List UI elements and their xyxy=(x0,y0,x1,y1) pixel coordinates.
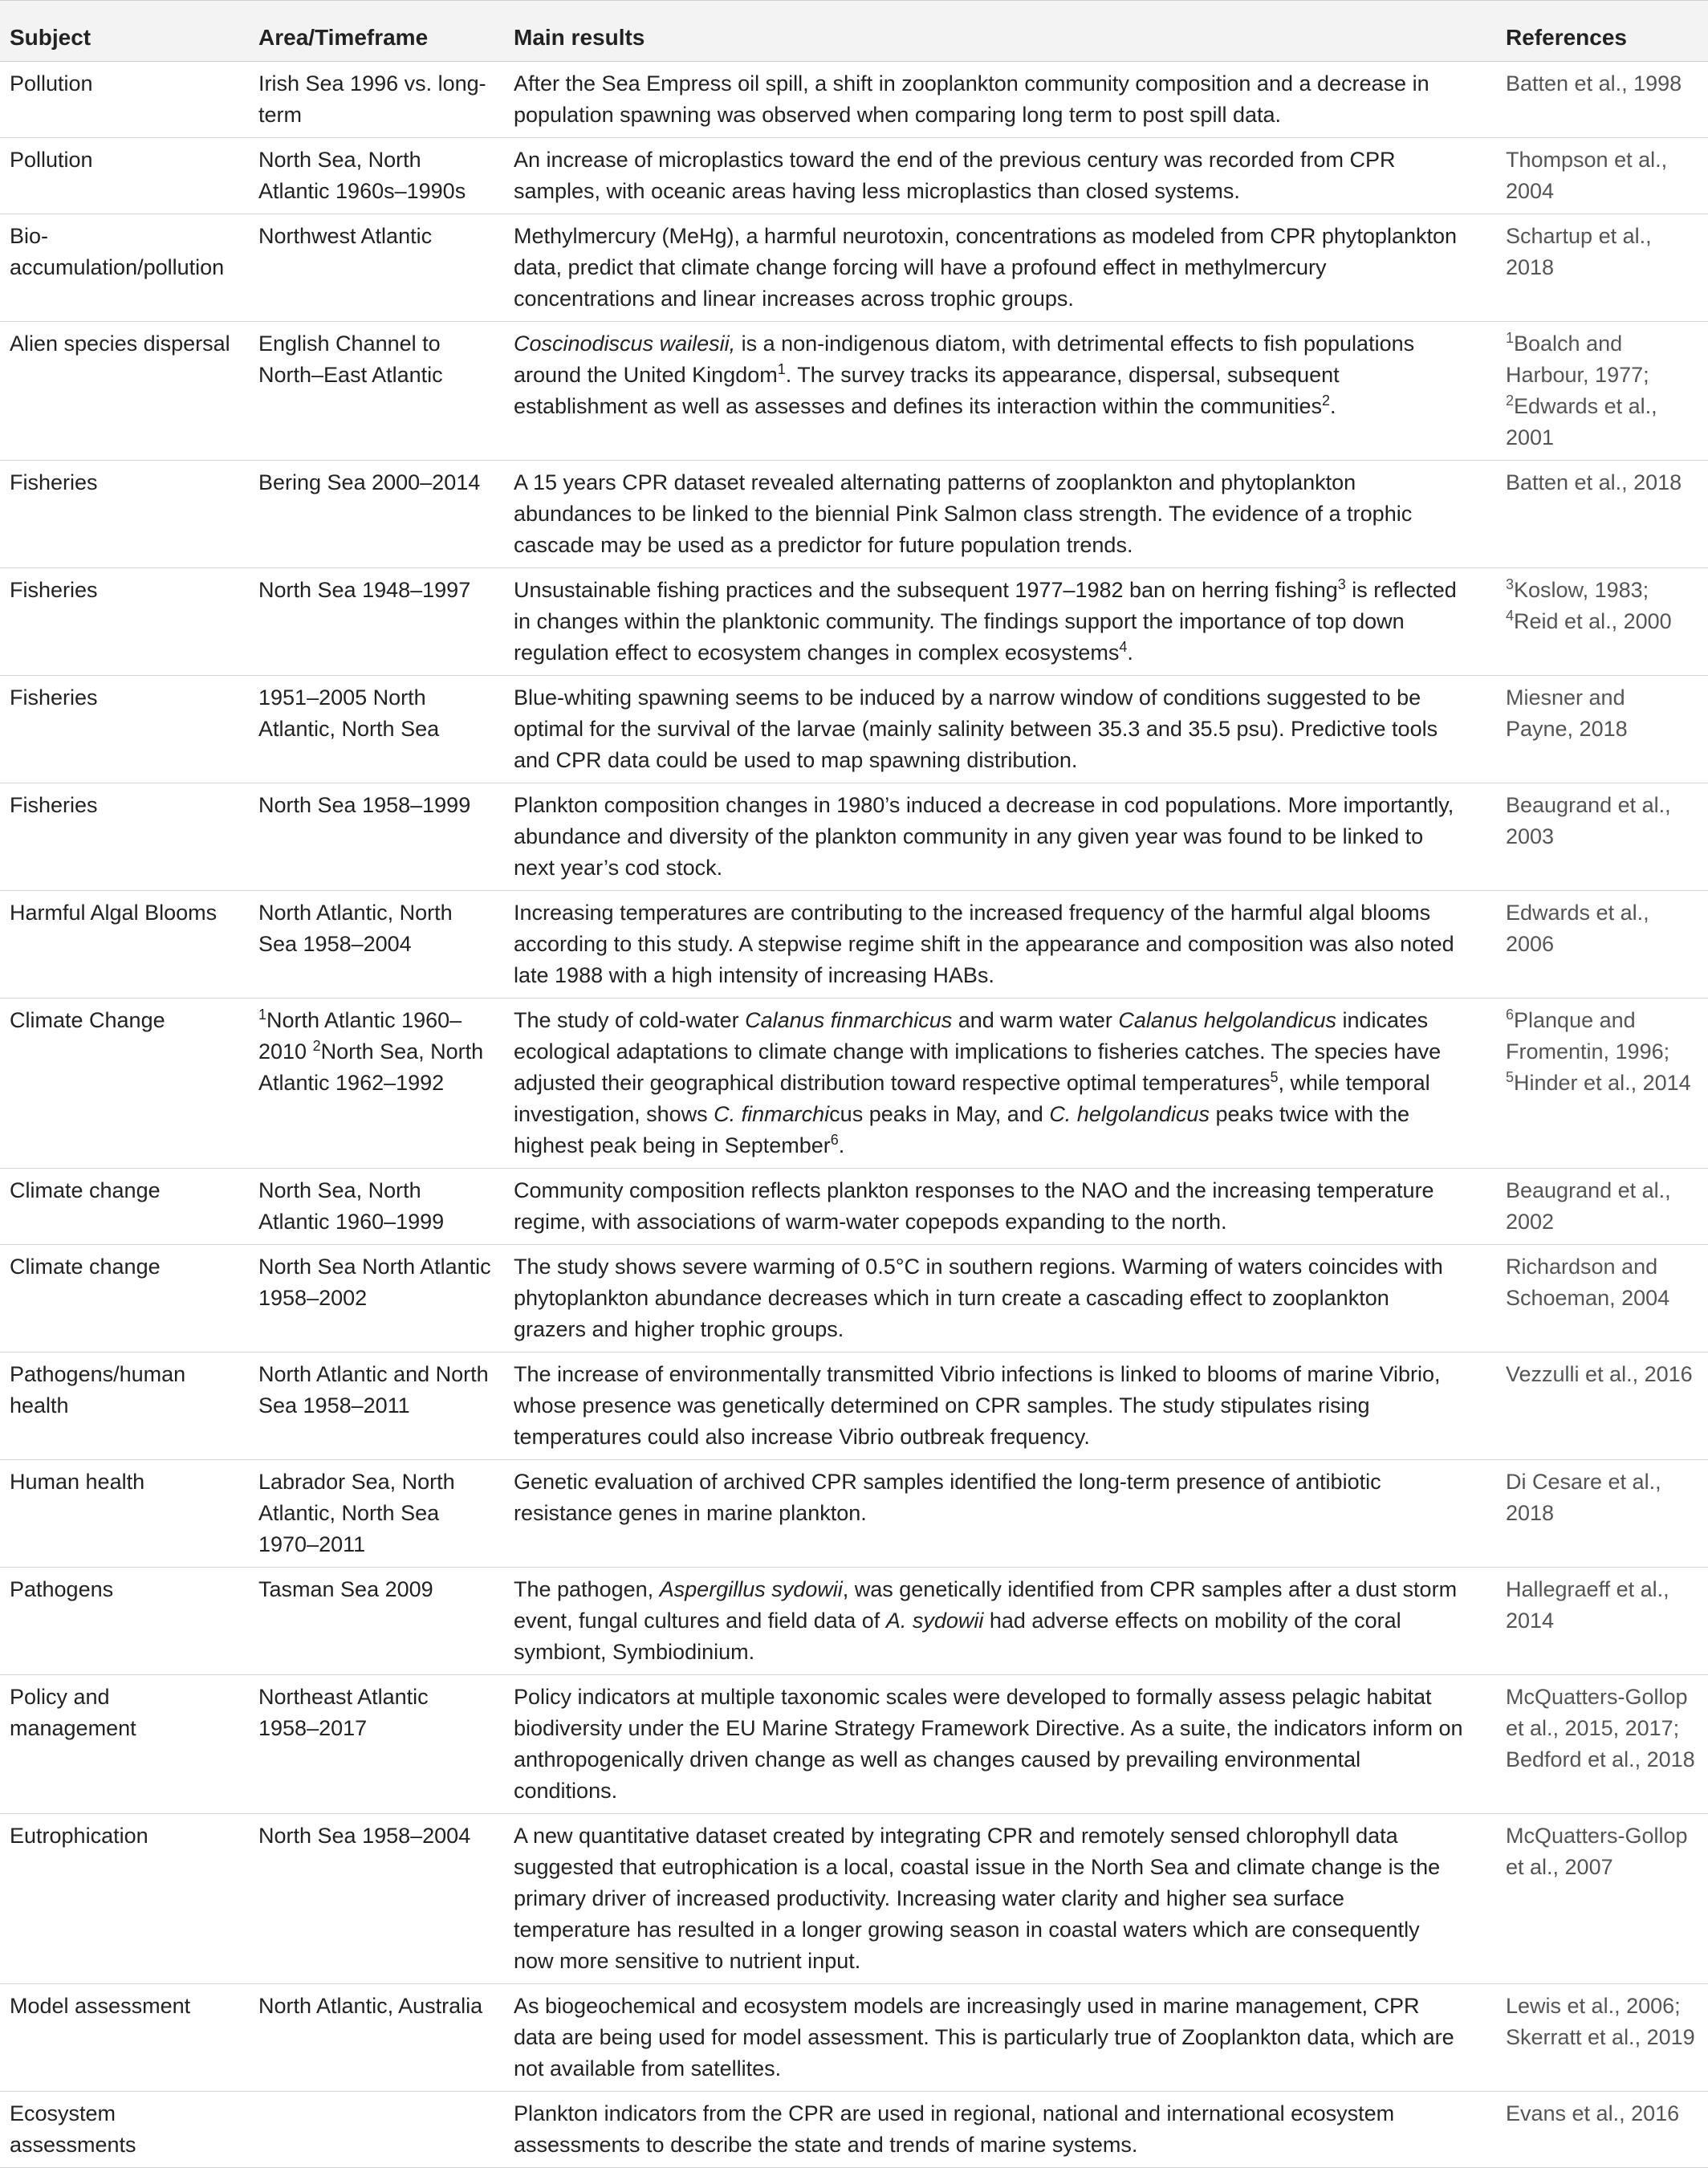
subject-cell: Pathogens xyxy=(0,1568,249,1675)
subject-cell: Fisheries xyxy=(0,568,249,676)
main-results-cell: A 15 years CPR dataset revealed alternating patterns of zooplankton and phytoplankton abundances to be linked to the biennial Pink Salmon class strength. The evidence of a trophic cascade may be used as a predictor for future population trends. xyxy=(504,461,1496,568)
species-name: Calanus finmarchicus xyxy=(745,1008,953,1032)
reference-text: Koslow, 1983; xyxy=(1514,578,1649,602)
main-results-cell xyxy=(504,1568,1496,1675)
subject-cell: Pathogens/human health xyxy=(0,1352,249,1460)
reference-cell: Di Cesare et al., 2018 xyxy=(1496,1460,1708,1568)
footnote-marker: 2 xyxy=(1506,393,1515,409)
subject-cell: Fisheries xyxy=(0,676,249,783)
table-row xyxy=(0,568,1708,676)
reference-text: Boalch and Harbour, 1977; xyxy=(1506,332,1649,387)
reference-cell: McQuatters-Gollop et al., 2007 xyxy=(1496,1814,1708,1984)
area-cell: North Sea 1958–1999 xyxy=(249,783,504,891)
reference-cell xyxy=(1496,322,1708,461)
species-name: C. helgolandicus xyxy=(1049,1102,1210,1126)
reference-cell xyxy=(1496,999,1708,1169)
subject-cell: Fisheries xyxy=(0,461,249,568)
reference-cell xyxy=(1496,568,1708,676)
text-fragment: , while temporal investigation, shows xyxy=(514,1071,1430,1126)
area-cell: North Sea, North Atlantic 1960s–1990s xyxy=(249,138,504,214)
footnote-marker: 6 xyxy=(1506,1007,1515,1023)
main-results-cell: Policy indicators at multiple taxonomic scales were developed to formally assess pelagic habitat biodiversity under the EU Marine Strategy Framework Directive. As a suite, the indicators inform on anthropogenically driven change as well as changes caused by prevailing environmental conditions. xyxy=(504,1675,1496,1814)
reference-cell: Lewis et al., 2006; Skerratt et al., 2019 xyxy=(1496,1984,1708,2092)
text-fragment: is reflected in changes within the planktonic community. The findings support the importance of top down regulation effect to ecosystem changes in complex ecosystems xyxy=(514,578,1457,665)
area-cell: English Channel to North–East Atlantic xyxy=(249,322,504,461)
subject-cell: Bio-accumulation/pollution xyxy=(0,214,249,322)
text-fragment: . The survey tracks its appearance, dispersal, subsequent establishment as well as assesses and defines its interaction within the communities xyxy=(514,363,1340,418)
area-cell: North Sea, North Atlantic 1960–1999 xyxy=(249,1169,504,1245)
area-cell xyxy=(249,999,504,1169)
reference-cell: Batten et al., 1998 xyxy=(1496,62,1708,138)
subject-cell: Alien species dispersal xyxy=(0,322,249,461)
area-cell: North Sea 1958–2004 xyxy=(249,1814,504,1984)
footnote-marker: 4 xyxy=(1506,608,1515,624)
subject-cell: Human health xyxy=(0,1460,249,1568)
main-results-cell: An increase of microplastics toward the end of the previous century was recorded from CPR samples, with oceanic areas having less microplastics than closed systems. xyxy=(504,138,1496,214)
text-fragment: is a non-indigenous diatom, with detrimental effects to fish populations around the United Kingdom xyxy=(514,332,1415,387)
species-name: Aspergillus sydowii xyxy=(659,1577,843,1601)
table-row xyxy=(0,1460,1708,1568)
area-cell: Bering Sea 2000–2014 xyxy=(249,461,504,568)
table-row xyxy=(0,214,1708,322)
table-row xyxy=(0,1245,1708,1352)
subject-cell: Climate change xyxy=(0,1169,249,1245)
area-cell: North Sea 1948–1997 xyxy=(249,568,504,676)
reference-cell: McQuatters-Gollop et al., 2015, 2017; Bedford et al., 2018 xyxy=(1496,1675,1708,1814)
text-fragment: . xyxy=(1330,394,1336,418)
table-row xyxy=(0,1169,1708,1245)
header-area: Area/Timeframe xyxy=(249,1,504,62)
reference-cell: Hallegraeff et al., 2014 xyxy=(1496,1568,1708,1675)
table-row xyxy=(0,138,1708,214)
header-row xyxy=(0,1,1708,62)
text-fragment: . xyxy=(1127,641,1133,665)
subject-cell: Ecosystem assessments xyxy=(0,2092,249,2168)
species-name: Calanus helgolandicus xyxy=(1118,1008,1337,1032)
subject-cell: Pollution xyxy=(0,62,249,138)
table-row xyxy=(0,783,1708,891)
footnote-marker: 5 xyxy=(1506,1069,1515,1085)
area-cell: Irish Sea 1996 vs. long-term xyxy=(249,62,504,138)
header-main-results: Main results xyxy=(504,1,1496,62)
table-header xyxy=(0,1,1708,62)
area-cell: Northeast Atlantic 1958–2017 xyxy=(249,1675,504,1814)
text-fragment: Unsustainable fishing practices and the subsequent 1977–1982 ban on herring fishing xyxy=(514,578,1338,602)
reference-text: Hinder et al., 2014 xyxy=(1514,1071,1691,1095)
area-cell: North Atlantic and North Sea 1958–2011 xyxy=(249,1352,504,1460)
footnote-marker: 4 xyxy=(1119,639,1128,655)
subject-cell: Eutrophication xyxy=(0,1814,249,1984)
text-fragment: peaks twice with the highest peak being in September xyxy=(514,1102,1410,1157)
area-cell: Tasman Sea 2009 xyxy=(249,1568,504,1675)
reference-cell: Miesner and Payne, 2018 xyxy=(1496,676,1708,783)
main-results-cell: Blue-whiting spawning seems to be induced by a narrow window of conditions suggested to be optimal for the survival of the larvae (mainly salinity between 35.3 and 35.5 psu). Predictive tools and CPR data could be used to map spawning distribution. xyxy=(504,676,1496,783)
area-cell: North Sea North Atlantic 1958–2002 xyxy=(249,1245,504,1352)
reference-cell: Vezzulli et al., 2016 xyxy=(1496,1352,1708,1460)
main-results-cell: The increase of environmentally transmitted Vibrio infections is linked to blooms of marine Vibrio, whose presence was genetically determined on CPR samples. The study stipulates rising temperatures could also increase Vibrio outbreak frequency. xyxy=(504,1352,1496,1460)
reference-cell: Batten et al., 2018 xyxy=(1496,461,1708,568)
reference-text: Edwards et al., 2001 xyxy=(1506,394,1657,449)
main-results-cell: After the Sea Empress oil spill, a shift in zooplankton community composition and a decrease in population spawning was observed when comparing long term to post spill data. xyxy=(504,62,1496,138)
main-results-cell: Community composition reflects plankton responses to the NAO and the increasing temperature regime, with associations of warm-water copepods expanding to the north. xyxy=(504,1169,1496,1245)
species-name: C. finmarchi xyxy=(714,1102,830,1126)
footnote-marker: 1 xyxy=(1506,330,1515,346)
text-fragment: cus peaks in May, and xyxy=(829,1102,1050,1126)
main-results-cell xyxy=(504,568,1496,676)
footnote-marker: 2 xyxy=(1322,393,1331,409)
reference-cell: Schartup et al., 2018 xyxy=(1496,214,1708,322)
main-results-cell: Plankton indicators from the CPR are used in regional, national and international ecosystem assessments to describe the state and trends of marine systems. xyxy=(504,2092,1496,2168)
reference-text: Planque and Fromentin, 1996; xyxy=(1506,1008,1670,1064)
area-cell xyxy=(249,2092,504,2168)
subject-cell: Climate Change xyxy=(0,999,249,1169)
main-results-cell: As biogeochemical and ecosystem models are increasingly used in marine management, CPR data are being used for model assessment. This is particularly true of Zooplankton data, which are not available from satellites. xyxy=(504,1984,1496,2092)
footnote-marker: 5 xyxy=(1270,1069,1279,1085)
table-row xyxy=(0,322,1708,461)
subject-cell: Harmful Algal Blooms xyxy=(0,891,249,999)
subject-cell: Policy and management xyxy=(0,1675,249,1814)
text-fragment: had adverse effects on mobility of the coral symbiont, Symbiodinium. xyxy=(514,1609,1401,1664)
species-name: A. sydowii xyxy=(885,1609,984,1633)
table-row xyxy=(0,2092,1708,2168)
table-row xyxy=(0,1568,1708,1675)
area-text: North Sea, North Atlantic 1962–1992 xyxy=(258,1039,484,1095)
main-results-cell: Plankton composition changes in 1980’s induced a decrease in cod populations. More importantly, abundance and diversity of the plankton community in any given year was found to be linked to next year’s cod stock. xyxy=(504,783,1496,891)
subject-cell: Pollution xyxy=(0,138,249,214)
reference-cell: Beaugrand et al., 2003 xyxy=(1496,783,1708,891)
footnote-marker: 3 xyxy=(1337,576,1346,592)
header-subject: Subject xyxy=(0,1,249,62)
area-cell: 1951–2005 North Atlantic, North Sea xyxy=(249,676,504,783)
table-row xyxy=(0,999,1708,1169)
table-body xyxy=(0,62,1708,2168)
area-cell: Labrador Sea, North Atlantic, North Sea 1970–2011 xyxy=(249,1460,504,1568)
main-results-cell: Methylmercury (MeHg), a harmful neurotoxin, concentrations as modeled from CPR phytoplankton data, predict that climate change forcing will have a profound effect in methylmercury concentrations and linear increases across trophic groups. xyxy=(504,214,1496,322)
reference-cell: Evans et al., 2016 xyxy=(1496,2092,1708,2168)
table-row xyxy=(0,1984,1708,2092)
area-cell: Northwest Atlantic xyxy=(249,214,504,322)
text-fragment: The study of cold-water xyxy=(514,1008,746,1032)
text-fragment: , was genetically identified from CPR samples after a dust storm event, fungal cultures and field data of xyxy=(514,1577,1458,1633)
table-row xyxy=(0,461,1708,568)
main-results-cell: A new quantitative dataset created by integrating CPR and remotely sensed chlorophyll data suggested that eutrophication is a local, coastal issue in the North Sea and climate change is the primary driver of increased productivity. Increasing water clarity and higher sea surface temperature has resulted in a longer growing season in coastal waters which are consequently now more sensitive to nutrient input. xyxy=(504,1814,1496,1984)
main-results-cell xyxy=(504,999,1496,1169)
text-fragment: The pathogen, xyxy=(514,1577,660,1601)
reference-text: Reid et al., 2000 xyxy=(1514,609,1672,633)
text-fragment: and warm water xyxy=(952,1008,1119,1032)
subject-cell: Climate change xyxy=(0,1245,249,1352)
reference-cell: Edwards et al., 2006 xyxy=(1496,891,1708,999)
table-row xyxy=(0,891,1708,999)
area-text: North Atlantic 1960–2010 xyxy=(258,1008,462,1064)
area-cell: North Atlantic, Australia xyxy=(249,1984,504,2092)
text-fragment: indicates ecological adaptations to climate change with implications to fisheries catches. The species have adjusted their geographical distribution toward respective optimal temperatures xyxy=(514,1008,1442,1095)
footnote-marker: 3 xyxy=(1506,576,1515,592)
text-fragment: . xyxy=(838,1133,845,1157)
table-row xyxy=(0,676,1708,783)
footnote-marker: 1 xyxy=(258,1007,267,1023)
footnote-marker: 2 xyxy=(312,1038,321,1054)
table-row xyxy=(0,62,1708,138)
main-results-cell: Increasing temperatures are contributing to the increased frequency of the harmful algal blooms according to this study. A stepwise regime shift in the appearance and composition was also noted late 1988 with a high intensity of increasing HABs. xyxy=(504,891,1496,999)
reference-cell: Richardson and Schoeman, 2004 xyxy=(1496,1245,1708,1352)
main-results-cell: The study shows severe warming of 0.5°C in southern regions. Warming of waters coincides with phytoplankton abundance decreases which in turn create a cascading effect to zooplankton grazers and higher trophic groups. xyxy=(504,1245,1496,1352)
table-row xyxy=(0,1675,1708,1814)
footnote-marker: 6 xyxy=(830,1132,839,1148)
subject-cell: Fisheries xyxy=(0,783,249,891)
table-row xyxy=(0,1814,1708,1984)
species-name: Coscinodiscus wailesii, xyxy=(514,332,736,356)
reference-cell: Thompson et al., 2004 xyxy=(1496,138,1708,214)
table-row xyxy=(0,1352,1708,1460)
area-cell: North Atlantic, North Sea 1958–2004 xyxy=(249,891,504,999)
subject-cell: Model assessment xyxy=(0,1984,249,2092)
main-results-cell xyxy=(504,322,1496,461)
reference-cell: Beaugrand et al., 2002 xyxy=(1496,1169,1708,1245)
main-results-cell: Genetic evaluation of archived CPR samples identified the long-term presence of antibiotic resistance genes in marine plankton. xyxy=(504,1460,1496,1568)
header-references: References xyxy=(1496,1,1708,62)
footnote-marker: 1 xyxy=(777,361,786,377)
